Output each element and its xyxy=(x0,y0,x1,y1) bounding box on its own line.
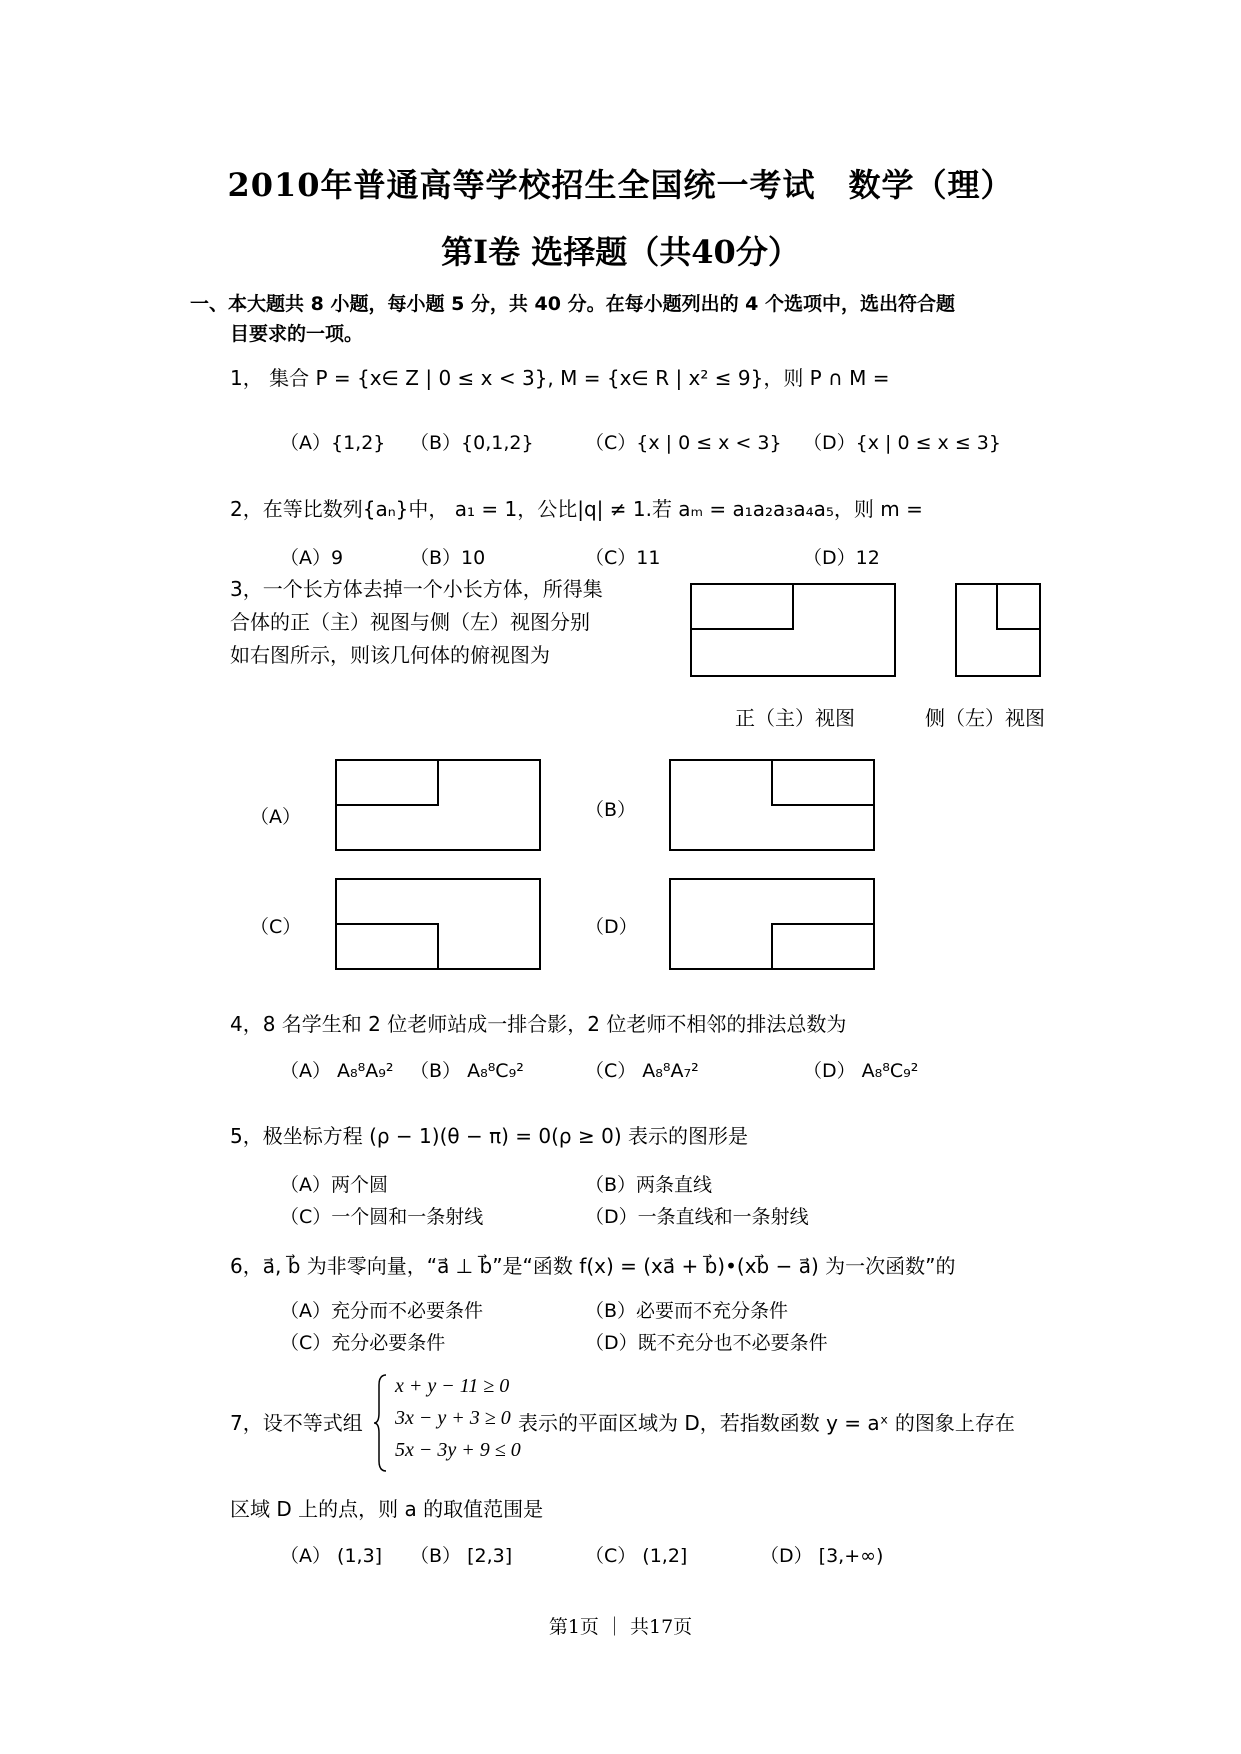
question-3-line2: 合体的正（主）视图与侧（左）视图分别 xyxy=(230,610,590,634)
q1-option-b: （B）{0,1,2} xyxy=(410,432,534,454)
q3-option-a: （A） xyxy=(250,806,301,828)
section-instructions-line2: 目要求的一项。 xyxy=(230,323,364,345)
q1-option-c: （C）{x | 0 ≤ x < 3} xyxy=(585,432,782,454)
q3-option-b-figure xyxy=(669,759,879,854)
section-instructions-line1: 一、本大题共 8 小题，每小题 5 分，共 40 分。在每小题列出的 4 个选项中，选出符合题 xyxy=(190,293,956,315)
question-5-text: 5，极坐标方程 (ρ − 1)(θ − π) = 0(ρ ≥ 0) 表示的图形是 xyxy=(230,1124,748,1148)
q4-option-b: （B） A₈⁸C₉² xyxy=(410,1060,524,1082)
q6-option-c: （C）充分必要条件 xyxy=(280,1332,446,1354)
q5-option-b: （B）两条直线 xyxy=(585,1174,713,1196)
q6-option-d: （D）既不充分也不必要条件 xyxy=(585,1332,828,1354)
question-2-text: 2，在等比数列{aₙ}中， a₁ = 1，公比|q| ≠ 1.若 aₘ = a₁a₂a₃a₄a₅，则 m = xyxy=(230,497,923,521)
q3-option-c-figure xyxy=(335,878,545,973)
page-title: 2010年普通高等学校招生全国统一考试 数学（理） xyxy=(227,166,1014,204)
front-view-figure xyxy=(690,583,900,681)
q7-option-c: （C） (1,2] xyxy=(585,1545,688,1567)
q4-option-a: （A） A₈⁸A₉² xyxy=(280,1060,394,1082)
question-3-line3: 如右图所示，则该几何体的俯视图为 xyxy=(230,643,550,667)
q7-option-b: （B） [2,3] xyxy=(410,1545,513,1567)
brace-icon xyxy=(373,1373,389,1473)
q7-inequality-1: x + y − 11 ≥ 0 xyxy=(395,1375,510,1397)
q3-option-d: （D） xyxy=(585,916,638,938)
q3-option-d-figure xyxy=(669,878,879,973)
q3-option-a-figure xyxy=(335,759,545,854)
question-7-lead: 7，设不等式组 xyxy=(230,1411,363,1435)
q4-option-c: （C） A₈⁸A₇² xyxy=(585,1060,699,1082)
q3-option-b: （B） xyxy=(585,799,637,821)
q2-option-a: （A）9 xyxy=(280,547,344,569)
q3-option-c: （C） xyxy=(250,916,302,938)
question-7-line2: 区域 D 上的点，则 a 的取值范围是 xyxy=(230,1497,544,1521)
front-view-label: 正（主）视图 xyxy=(735,706,855,730)
question-3-line1: 3，一个长方体去掉一个小长方体，所得集 xyxy=(230,577,603,601)
side-view-figure xyxy=(955,583,1045,681)
page-footer: 第1页 ｜ 共17页 xyxy=(548,1616,693,1638)
question-1-text: 1， 集合 P = {x∈ Z | 0 ≤ x < 3}, M = {x∈ R | x² ≤ 9}，则 P ∩ M = xyxy=(230,366,890,390)
q2-option-b: （B）10 xyxy=(410,547,486,569)
q1-option-d: （D）{x | 0 ≤ x ≤ 3} xyxy=(803,432,1001,454)
side-view-label: 侧（左）视图 xyxy=(925,706,1045,730)
q7-option-d: （D） [3,+∞) xyxy=(760,1545,884,1567)
q2-option-d: （D）12 xyxy=(803,547,880,569)
q7-option-a: （A） (1,3] xyxy=(280,1545,383,1567)
q5-option-c: （C）一个圆和一条射线 xyxy=(280,1206,484,1228)
q4-option-d: （D） A₈⁸C₉² xyxy=(803,1060,919,1082)
question-6-text: 6，a⃗, b⃗ 为非零向量，“a⃗ ⊥ b⃗”是“函数 f(x) = (xa⃗ + b⃗)•(xb⃗ − a⃗) 为一次函数”的 xyxy=(230,1254,956,1278)
page-subtitle: 第I卷 选择题（共40分） xyxy=(441,233,800,271)
q5-option-d: （D）一条直线和一条射线 xyxy=(585,1206,809,1228)
q2-option-c: （C）11 xyxy=(585,547,661,569)
q6-option-a: （A）充分而不必要条件 xyxy=(280,1300,483,1322)
q6-option-b: （B）必要而不充分条件 xyxy=(585,1300,789,1322)
q7-inequality-2: 3x − y + 3 ≥ 0 xyxy=(395,1407,511,1429)
q5-option-a: （A）两个圆 xyxy=(280,1174,388,1196)
question-4-text: 4，8 名学生和 2 位老师站成一排合影，2 位老师不相邻的排法总数为 xyxy=(230,1012,847,1036)
q1-option-a: （A）{1,2} xyxy=(280,432,386,454)
q7-inequality-3: 5x − 3y + 9 ≤ 0 xyxy=(395,1439,521,1461)
question-7-text: 表示的平面区域为 D，若指数函数 y = aˣ 的图象上存在 xyxy=(518,1411,1015,1435)
